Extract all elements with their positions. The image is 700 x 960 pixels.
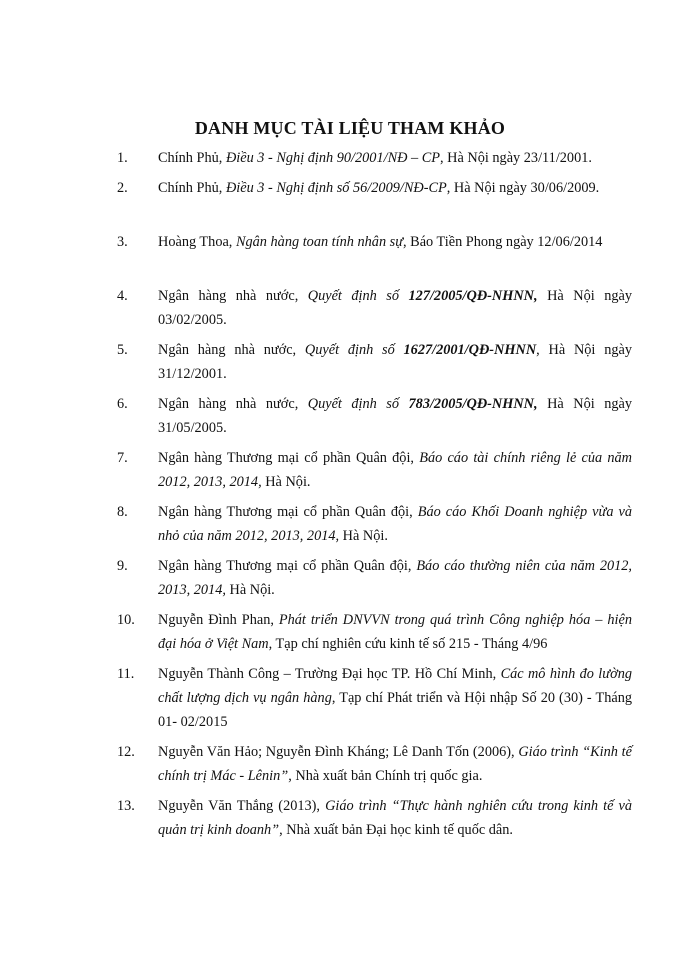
reference-text: Nguyễn Đình Phan, Phát triển DNVVN trong quá trình Công nghiệp hóa – hiện đại hóa ở Việt Nam, Tạp chí nghiên cứu kinh tế số 215 - Tháng 4/96 [158, 612, 633, 652]
reference-number: 10. [117, 612, 135, 628]
reference-item [0, 338, 700, 386]
reference-number: 3. [117, 234, 128, 250]
reference-text: Ngân hàng nhà nước, Quyết định số 1627/2001/QĐ-NHNN, Hà Nội ngày 31/12/2001. [158, 342, 632, 382]
reference-number: 9. [117, 558, 128, 574]
reference-item [0, 446, 700, 494]
reference-item [0, 230, 700, 278]
reference-number: 5. [117, 342, 128, 358]
reference-item [0, 554, 700, 602]
reference-item [0, 662, 700, 734]
reference-list [0, 146, 700, 848]
reference-item [0, 740, 700, 788]
reference-text: Hoàng Thoa, Ngân hàng toan tính nhân sự, Báo Tiền Phong ngày 12/06/2014 [158, 234, 603, 250]
reference-number: 2. [117, 180, 128, 196]
reference-item [0, 392, 700, 440]
reference-text: Nguyễn Văn Thắng (2013), Giáo trình “Thực hành nghiên cứu trong kinh tế và quản trị kinh doanh”, Nhà xuất bản Đại học kinh tế quốc dân. [158, 798, 633, 838]
reference-number: 6. [117, 396, 128, 412]
reference-number: 1. [117, 150, 128, 166]
page-title: DANH MỤC TÀI LIỆU THAM KHẢO [194, 118, 506, 138]
reference-text: Nguyễn Thành Công – Trường Đại học TP. Hồ Chí Minh, Các mô hình đo lường chất lượng dịch vụ ngân hàng, Tạp chí Phát triển và Hội nhập Số 20 (30) - Tháng 01- 02/2015 [158, 666, 632, 730]
reference-number: 8. [117, 504, 128, 520]
reference-text: Ngân hàng Thương mại cổ phần Quân đội, Báo cáo tài chính riêng lẻ của năm 2012, 2013, 2014, Hà Nội. [158, 450, 632, 490]
reference-text: Ngân hàng nhà nước, Quyết định số 127/2005/QĐ-NHNN, Hà Nội ngày 03/02/2005. [158, 288, 632, 328]
reference-text: Chính Phủ, Điều 3 - Nghị định số 56/2009/NĐ-CP, Hà Nội ngày 30/06/2009. [158, 180, 600, 196]
reference-text: Nguyễn Văn Hảo; Nguyễn Đình Kháng; Lê Danh Tốn (2006), Giáo trình “Kinh tế chính trị Mác - Lênin”, Nhà xuất bản Chính trị quốc gia. [158, 744, 632, 784]
reference-item [0, 176, 700, 224]
reference-text: Ngân hàng Thương mại cổ phần Quân đội, Báo cáo thường niên của năm 2012, 2013, 2014, Hà Nội. [158, 558, 632, 598]
reference-text: Chính Phủ, Điều 3 - Nghị định 90/2001/NĐ – CP, Hà Nội ngày 23/11/2001. [158, 150, 592, 166]
reference-item [0, 794, 700, 842]
reference-number: 4. [117, 288, 128, 304]
reference-text: Ngân hàng Thương mại cổ phần Quân đội, Báo cáo Khối Doanh nghiệp vừa và nhỏ của năm 2012, 2013, 2014, Hà Nội. [158, 504, 632, 544]
reference-number: 11. [117, 666, 135, 682]
reference-number: 13. [117, 798, 135, 814]
reference-number: 12. [117, 744, 135, 760]
reference-item [0, 146, 700, 170]
reference-text: Ngân hàng nhà nước, Quyết định số 783/2005/QĐ-NHNN, Hà Nội ngày 31/05/2005. [158, 396, 632, 436]
reference-number: 7. [117, 450, 128, 466]
reference-item [0, 284, 700, 332]
reference-item [0, 608, 700, 656]
reference-item [0, 500, 700, 548]
